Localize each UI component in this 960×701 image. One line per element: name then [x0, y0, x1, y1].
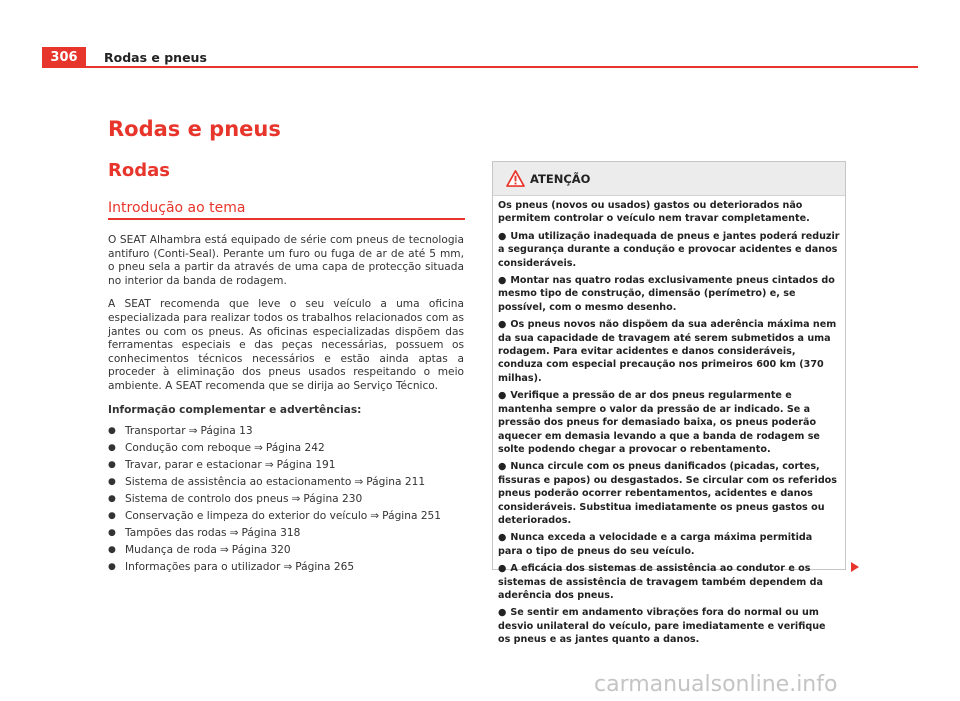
- reference-label: Tampões das rodas: [125, 527, 227, 540]
- warning-bullet-text: Verifique a pressão de ar dos pneus regularmente e mantenha sempre o valor da pressão de ar indicado. Se a pressão dos pneus for demasiado baixa, os pneus poderão aquecer em demasia levando a que a banda de rodagem se solte podendo chegar a provocar o rebentamento.: [498, 390, 820, 455]
- page-link[interactable]: Página 211: [366, 476, 426, 489]
- reference-item: [108, 442, 464, 459]
- bullet-icon: ●: [498, 390, 507, 402]
- warning-bullet-list: [498, 230, 840, 647]
- watermark: carmanualsonline.info: [594, 672, 838, 697]
- reference-item: [108, 493, 464, 510]
- section-title: Rodas: [108, 160, 170, 181]
- reference-item: [108, 476, 464, 493]
- bullet-icon: ●: [498, 275, 507, 287]
- intro-paragraph-2: A SEAT recomenda que leve o seu veículo a uma oficina especializada para realizar todos os trabalhos relacionados com as jantes ou com os pneus. As oficinas especializadas dispõem das ferramentas especiais e das peças necessárias, possuem os conhecimentos técnicos necessários e estão ainda aptas a proceder à eliminação dos pneus usados respeitando o meio ambiente. A SEAT recomenda que se dirija ao Serviço Técnico.: [108, 298, 464, 392]
- reference-item: [108, 561, 464, 578]
- chapter-title: Rodas e pneus: [108, 117, 281, 141]
- reference-label: Travar, parar e estacionar: [125, 459, 262, 472]
- continue-arrow-icon: [851, 562, 859, 572]
- arrow-icon: ⇒: [188, 425, 198, 438]
- page-link[interactable]: Página 320: [231, 544, 291, 557]
- warning-bullet-text: Nunca circule com os pneus danificados (picadas, cortes, fissuras e papos) ou desgastados. Se circular com os referidos pneus poderão ocorrer rebentamentos, acidentes e danos consideráveis. Substitua imediatamente os pneus gastos ou deteriorados.: [498, 461, 837, 526]
- warning-intro: Os pneus (novos ou usados) gastos ou deteriorados não permitem controlar o veículo nem travar completamente.: [498, 200, 810, 225]
- arrow-icon: ⇒: [283, 561, 293, 574]
- bullet-icon: ●: [108, 477, 116, 488]
- reference-label: Sistema de controlo dos pneus: [125, 493, 289, 506]
- page-link[interactable]: Página 230: [303, 493, 363, 506]
- bullet-icon: ●: [498, 532, 507, 544]
- bullet-icon: ●: [498, 319, 507, 331]
- arrow-icon: ⇒: [229, 527, 239, 540]
- reference-label: Conservação e limpeza do exterior do veículo: [125, 510, 368, 523]
- arrow-icon: ⇒: [264, 459, 274, 472]
- warning-bullet-text: Montar nas quatro rodas exclusivamente pneus cintados do mesmo tipo de construção, dimensão (perímetro) e, se possível, com o mesmo desenho.: [498, 275, 835, 313]
- bullet-icon: ●: [108, 562, 116, 573]
- subsection-rule: [108, 218, 465, 220]
- warning-bullet: [498, 389, 840, 456]
- running-header: Rodas e pneus: [104, 50, 207, 65]
- warning-bullet: [498, 318, 840, 385]
- arrow-icon: ⇒: [291, 493, 301, 506]
- bullet-icon: ●: [108, 460, 116, 471]
- warning-bullet-text: A eficácia dos sistemas de assistência ao condutor e os sistemas de assistência de travagem também dependem da aderência dos pneus.: [498, 563, 823, 601]
- reference-label: Sistema de assistência ao estacionamento: [125, 476, 352, 489]
- reference-label: Informações para o utilizador: [125, 561, 281, 574]
- arrow-icon: ⇒: [370, 510, 380, 523]
- reference-label: Transportar: [125, 425, 186, 438]
- reference-item: [108, 459, 464, 476]
- bullet-icon: ●: [108, 426, 116, 437]
- page-number: 306: [50, 50, 78, 65]
- page-link[interactable]: Página 251: [382, 510, 442, 523]
- warning-bullet: [498, 562, 840, 602]
- reference-label: Mudança de roda: [125, 544, 217, 557]
- warning-triangle-icon: [506, 170, 525, 187]
- bullet-icon: ●: [108, 494, 116, 505]
- bullet-icon: ●: [108, 545, 116, 556]
- reference-item: [108, 510, 464, 527]
- page-link[interactable]: Página 242: [265, 442, 325, 455]
- bullet-icon: ●: [498, 563, 507, 575]
- warning-bullet-text: Nunca exceda a velocidade e a carga máxima permitida para o tipo de pneus do seu veículo.: [498, 532, 813, 557]
- warning-title: ATENÇÃO: [530, 172, 591, 186]
- arrow-icon: ⇒: [219, 544, 229, 557]
- page-link[interactable]: Página 318: [241, 527, 301, 540]
- warning-bullet-text: Se sentir em andamento vibrações fora do normal ou um desvio unilateral do veículo, pare imediatamente e verifique os pneus e as jantes quanto a danos.: [498, 607, 826, 646]
- page-number-badge: [42, 47, 86, 68]
- reference-label: Condução com reboque: [125, 442, 251, 455]
- reference-list: [108, 425, 464, 578]
- warning-bullet-text: Os pneus novos não dispõem da sua aderência máxima nem da sua capacidade de travagem até serem submetidos a uma rodagem. Para evitar acidentes e danos consideráveis, conduza com especial precaução nos primeiros 600 km (370 milhas).: [498, 319, 837, 384]
- warning-bullet: [498, 230, 840, 270]
- reference-item: [108, 544, 464, 561]
- bullet-icon: ●: [108, 511, 116, 522]
- page-link[interactable]: Página 191: [276, 459, 336, 472]
- reference-item: [108, 527, 464, 544]
- bullet-icon: ●: [108, 528, 116, 539]
- bullet-icon: ●: [498, 607, 507, 619]
- info-heading: Informação complementar e advertências:: [108, 403, 362, 416]
- header-rule: [86, 66, 918, 68]
- bullet-icon: ●: [498, 461, 507, 473]
- warning-bullet: [498, 274, 840, 314]
- page-link[interactable]: Página 13: [200, 425, 253, 438]
- reference-item: [108, 425, 464, 442]
- bullet-icon: ●: [108, 443, 116, 454]
- bullet-icon: ●: [498, 230, 507, 242]
- warning-body: [493, 196, 845, 647]
- warning-bullet: [498, 460, 840, 527]
- page-link[interactable]: Página 265: [295, 561, 355, 574]
- warning-bullet: [498, 531, 840, 558]
- arrow-icon: ⇒: [354, 476, 364, 489]
- intro-paragraph-1: O SEAT Alhambra está equipado de série com pneus de tecnologia antifuro (Conti-Seal). Perante um furo ou fuga de ar de até 5 mm, o pneu sela a partir da através de uma capa de protecção situada no interior da banda de rodagem.: [108, 234, 464, 287]
- warning-box: [492, 161, 846, 646]
- subsection-title: Introdução ao tema: [108, 200, 246, 216]
- warning-bullet-text: Uma utilização inadequada de pneus e jantes poderá reduzir a segurança durante a condução e provocar acidentes e danos consideráveis.: [498, 230, 840, 269]
- arrow-icon: ⇒: [254, 442, 263, 455]
- warning-header: [493, 162, 845, 196]
- warning-bullet: [498, 606, 840, 646]
- intro-column: [108, 234, 464, 578]
